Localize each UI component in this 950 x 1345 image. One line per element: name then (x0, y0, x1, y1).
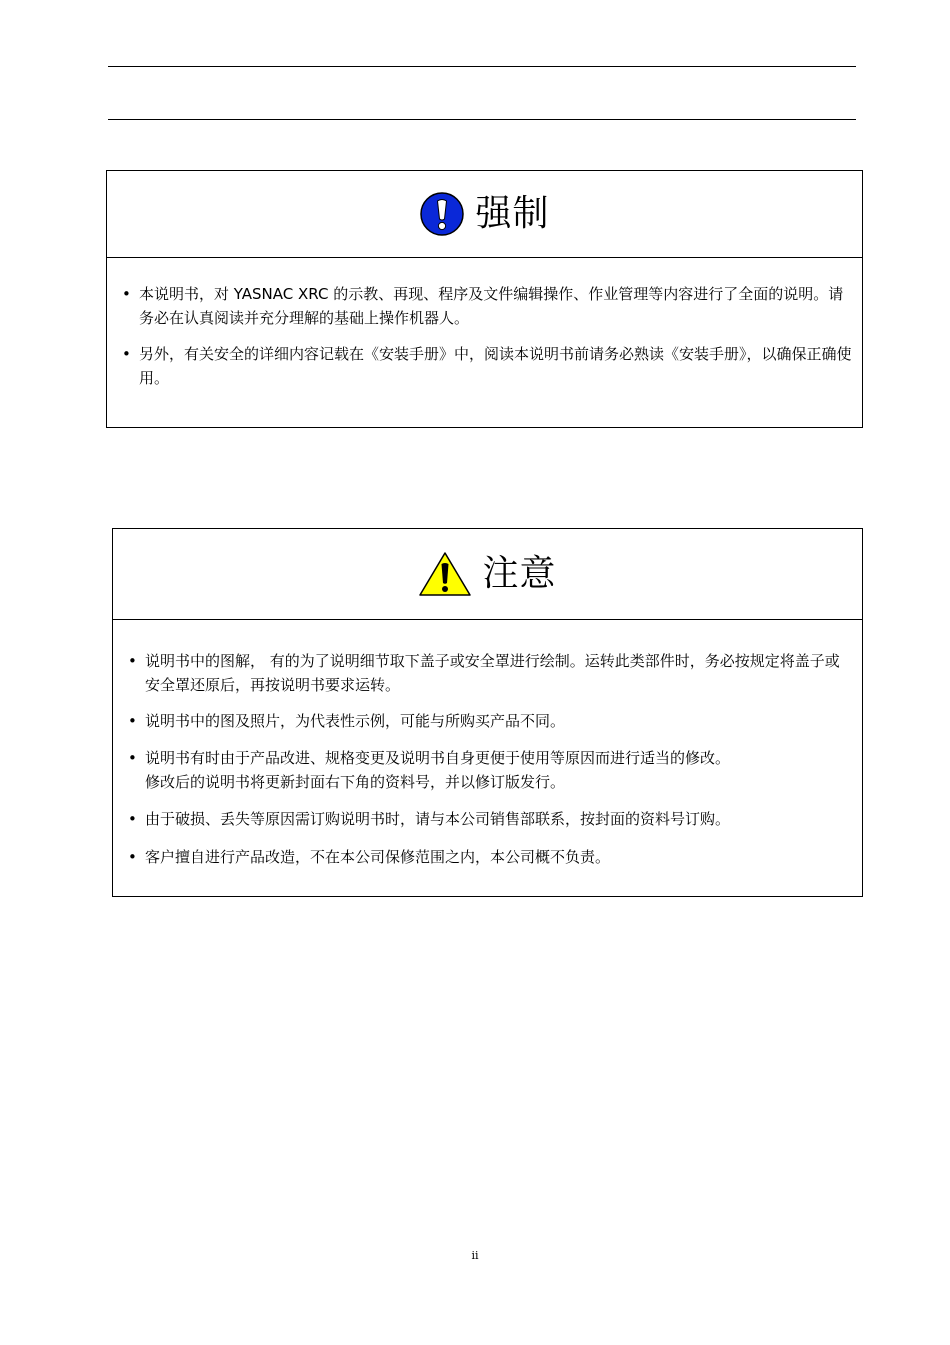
exclamation-circle-icon (419, 191, 465, 237)
mandatory-item-2 (122, 342, 854, 390)
caution-item-1-text: 说明书中的图解， 有的为了说明细节取下盖子或安全罩进行绘制。运转此类部件时，务必按规定将盖子或安全罩还原后，再按说明书要求运转。 (145, 652, 840, 694)
caution-item-5 (128, 845, 854, 869)
mandatory-notice-box (106, 170, 863, 428)
mandatory-title: 强制 (475, 193, 550, 234)
page-number: ii (471, 1249, 479, 1262)
caution-body (113, 619, 862, 896)
bullet-icon: • (128, 810, 137, 828)
mandatory-header (107, 171, 862, 258)
caution-item-4 (128, 807, 854, 831)
bullet-icon: • (128, 712, 137, 730)
bullet-icon: • (122, 345, 131, 363)
mandatory-item-1-text: 本说明书，对 YASNAC XRC 的示教、再现、程序及文件编辑操作、作业管理等内容进行了全面的说明。请务必在认真阅读并充分理解的基础上操作机器人。 (139, 285, 844, 327)
second-rule (108, 119, 856, 120)
bullet-icon: • (128, 848, 137, 866)
bullet-icon: • (128, 652, 137, 670)
caution-item-3-text: 说明书有时由于产品改进、规格变更及说明书自身更便于使用等原因而进行适当的修改。 (145, 749, 731, 767)
caution-header (113, 529, 862, 620)
caution-item-4-text: 由于破损、丢失等原因需订购说明书时，请与本公司销售部联系，按封面的资料号订购。 (145, 810, 731, 828)
caution-item-2 (128, 709, 854, 733)
caution-title: 注意 (482, 553, 557, 594)
mandatory-item-2-text: 另外，有关安全的详细内容记载在《安装手册》中，阅读本说明书前请务必熟读《安装手册》，以确保正确使用。 (139, 345, 852, 387)
caution-item-1 (128, 649, 854, 697)
caution-item-3-subnote: 修改后的说明书将更新封面右下角的资料号，并以修订版发行。 (145, 773, 566, 791)
caution-item-3 (128, 746, 854, 794)
bullet-icon: • (128, 749, 137, 767)
mandatory-body (107, 257, 862, 427)
top-rule (108, 66, 856, 67)
mandatory-item-1 (122, 282, 854, 330)
caution-item-2-text: 说明书中的图及照片，为代表性示例，可能与所购买产品不同。 (145, 712, 566, 730)
caution-item-5-text: 客户擅自进行产品改造，不在本公司保修范围之内，本公司概不负责。 (145, 848, 611, 866)
caution-notice-box (112, 528, 863, 897)
warning-triangle-icon (418, 551, 472, 597)
bullet-icon: • (122, 285, 131, 303)
